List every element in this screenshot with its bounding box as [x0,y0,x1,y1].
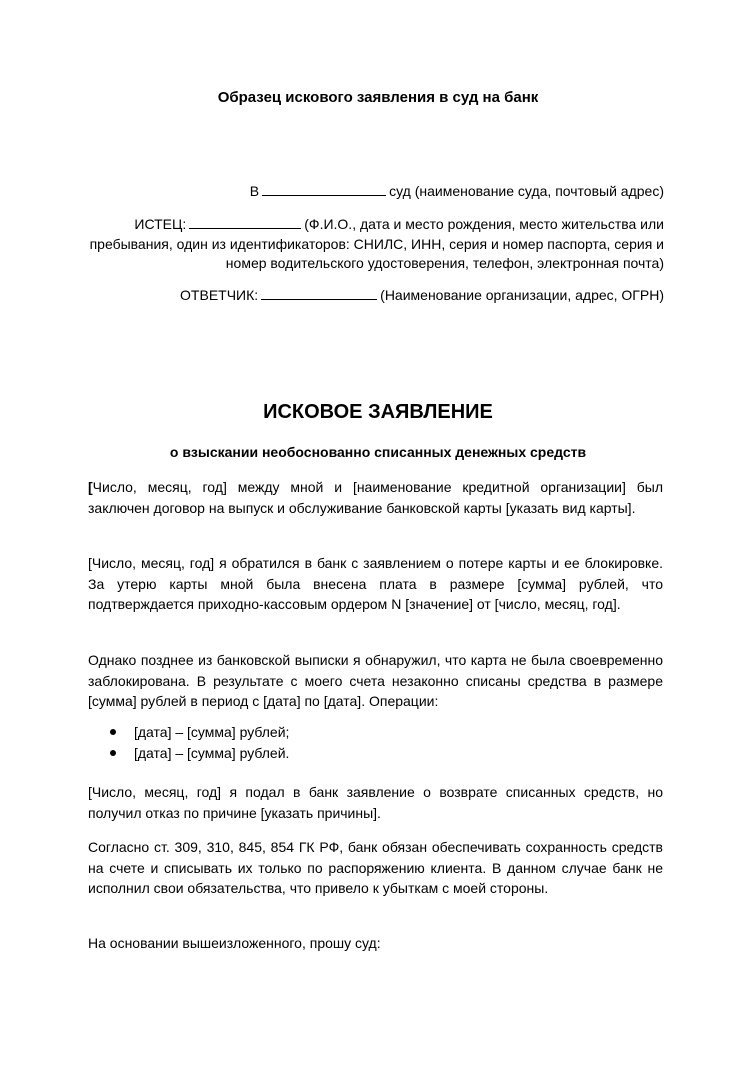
bullet-icon [110,750,116,756]
defendant-label: ОТВЕТЧИК: [180,287,259,303]
court-suffix: суд (наименование суда, почтовый адрес) [389,183,664,199]
operations-list [88,722,663,764]
court-blank-field [262,181,386,196]
operation-text: [дата] – [сумма] рублей. [134,745,290,761]
operation-item [88,722,663,743]
bullet-icon [110,729,116,735]
document-title: Образец искового заявления в суд на банк [217,89,539,106]
claim-title: ИСКОВОЕ ЗАЯВЛЕНИЕ [263,401,493,423]
paragraph-card-loss: [Число, месяц, год] я обратился в банк с заявлением о потере карты и ее блокировке. За утерю карты мной была внесена плата в размере [сумма] рублей, что подтверждается приходно-кассовым ордером N [значение] от [число, месяц, год]. [88,555,663,612]
defendant-blank-field [261,285,377,300]
paragraph-request: На основании вышеизложенного, прошу суд: [88,935,381,951]
claim-subtitle: о взыскании необоснованно списанных денежных средств [169,444,587,460]
plaintiff-description: (Ф.И.О., дата и место рождения, место жительства или пребывания, один из идентификаторов: СНИЛС, ИНН, серия и номер паспорта, серия и номер водительского удостоверения, телефон, электронная почта) [89,216,664,271]
paragraph-unauthorized-debit: Однако позднее из банковской выписки я обнаружил, что карта не была своевременно заблокирована. В результате с моего счета незаконно списаны средства в размере [сумма] рублей в период с [дата] по [дата]. Операции: [88,652,663,709]
paragraph-contract-text: Число, месяц, год] между мной и [наименование кредитной организации] был заключен договор на выпуск и обслуживание банковской карты [указать вид карты]. [88,479,663,516]
plaintiff-blank-field [189,214,301,229]
bold-bracket: [ [88,479,93,495]
paragraph-contract [88,477,663,518]
operation-text: [дата] – [сумма] рублей; [134,724,290,740]
court-line [88,181,664,202]
court-prefix: В [249,183,260,199]
plaintiff-block [88,214,664,274]
operation-item [88,743,663,764]
plaintiff-label: ИСТЕЦ: [134,216,187,232]
paragraph-refund-refusal: [Число, месяц, год] я подал в банк заявление о возврате списанных средств, но получил отказ по причине [указать причины]. [88,784,663,821]
defendant-description: (Наименование организации, адрес, ОГРН) [380,287,664,303]
paragraph-legal-basis: Согласно ст. 309, 310, 845, 854 ГК РФ, банк обязан обеспечивать сохранность средств на счете и списывать их только по распоряжению клиента. В данном случае банк не исполнил свои обязательства, что привело к убыткам с моей стороны. [88,839,663,896]
defendant-line [88,285,664,306]
